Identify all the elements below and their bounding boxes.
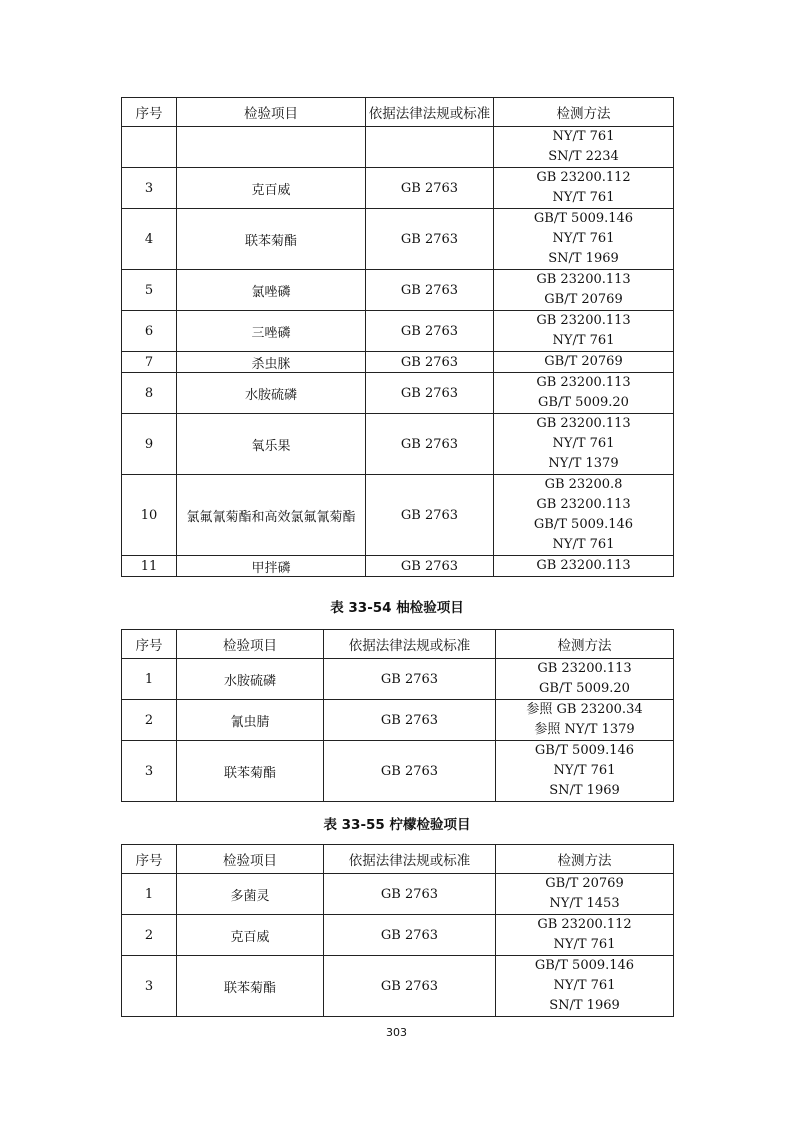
row-seq-cell: 10	[122, 475, 177, 556]
method-line: 参照 GB 23200.34	[526, 702, 643, 717]
method-line: GB/T 20769	[544, 354, 623, 369]
method-line: NY/T 761	[552, 333, 615, 348]
table-header-row	[122, 630, 674, 659]
row-basis-cell: GB 2763	[366, 414, 494, 475]
row-method-cell	[494, 209, 674, 270]
row-method-cell	[494, 556, 674, 577]
method-line: GB/T 5009.20	[539, 681, 630, 696]
row-item-cell: 氧乐果	[177, 414, 366, 475]
method-line: SN/T 1969	[549, 998, 620, 1013]
method-line: GB 23200.113	[537, 661, 632, 676]
method-line: GB/T 20769	[545, 876, 624, 891]
row-seq-cell: 2	[122, 700, 177, 741]
row-basis-cell: GB 2763	[324, 874, 496, 915]
method-line: GB/T 5009.20	[538, 395, 629, 410]
pomelo-inspection-table	[121, 629, 674, 802]
method-line: NY/T 1379	[548, 456, 619, 471]
method-line: SN/T 1969	[548, 251, 619, 266]
method-line: GB 23200.8	[544, 477, 623, 492]
table-header-row	[122, 98, 674, 127]
header-seq: 序号	[122, 845, 177, 874]
table-body	[122, 659, 674, 802]
row-item-cell: 多菌灵	[177, 874, 324, 915]
row-item-cell: 水胺硫磷	[177, 373, 366, 414]
row-seq-cell: 6	[122, 311, 177, 352]
row-seq-cell: 2	[122, 915, 177, 956]
table-row	[122, 414, 674, 475]
header-item: 检验项目	[177, 845, 324, 874]
row-item-cell: 水胺硫磷	[177, 659, 324, 700]
header-seq: 序号	[122, 630, 177, 659]
method-line: NY/T 1453	[549, 896, 620, 911]
method-line: GB 23200.113	[536, 416, 631, 431]
header-method: 检测方法	[494, 98, 674, 127]
header-method: 检测方法	[496, 630, 674, 659]
row-method-cell	[494, 270, 674, 311]
header-item: 检验项目	[177, 98, 366, 127]
header-item: 检验项目	[177, 630, 324, 659]
method-line: GB 23200.113	[536, 375, 631, 390]
row-method-cell	[496, 874, 674, 915]
table-row	[122, 700, 674, 741]
method-line: NY/T 761	[553, 978, 616, 993]
row-item-cell: 氯氟氰菊酯和高效氯氟氰菊酯	[177, 475, 366, 556]
row-basis-cell: GB 2763	[366, 373, 494, 414]
table-row	[122, 209, 674, 270]
method-line: NY/T 761	[552, 436, 615, 451]
row-seq-cell: 11	[122, 556, 177, 577]
method-line: NY/T 761	[553, 937, 616, 952]
row-method-cell	[496, 741, 674, 802]
header-basis: 依据法律法规或标准	[324, 845, 496, 874]
table-row	[122, 373, 674, 414]
row-method-cell	[494, 414, 674, 475]
row-method-cell	[494, 127, 674, 168]
row-basis-cell: GB 2763	[366, 475, 494, 556]
method-line: NY/T 761	[552, 537, 615, 552]
row-basis-cell: GB 2763	[366, 209, 494, 270]
table-row	[122, 475, 674, 556]
row-item-cell: 克百威	[177, 168, 366, 209]
header-seq: 序号	[122, 98, 177, 127]
row-seq-cell: 5	[122, 270, 177, 311]
method-line: GB 23200.113	[536, 272, 631, 287]
table-row	[122, 915, 674, 956]
row-item-cell: 三唑磷	[177, 311, 366, 352]
table-caption: 表 33-55 柠檬检验项目	[323, 817, 471, 833]
row-item-cell	[177, 127, 366, 168]
table-caption: 表 33-54 柚检验项目	[330, 600, 464, 616]
row-basis-cell: GB 2763	[366, 352, 494, 373]
method-line: 参照 NY/T 1379	[534, 722, 635, 737]
row-basis-cell: GB 2763	[324, 700, 496, 741]
row-method-cell	[496, 915, 674, 956]
row-method-cell	[494, 311, 674, 352]
method-line: SN/T 2234	[548, 149, 619, 164]
table-row	[122, 956, 674, 1017]
row-basis-cell: GB 2763	[366, 311, 494, 352]
method-line: GB/T 5009.146	[533, 517, 634, 532]
row-basis-cell: GB 2763	[366, 556, 494, 577]
header-basis: 依据法律法规或标准	[366, 98, 494, 127]
header-basis: 依据法律法规或标准	[324, 630, 496, 659]
row-seq-cell	[122, 127, 177, 168]
row-basis-cell: GB 2763	[324, 659, 496, 700]
method-line: NY/T 761	[552, 231, 615, 246]
page-number: 303	[386, 1026, 407, 1039]
row-method-cell	[494, 475, 674, 556]
row-seq-cell: 3	[122, 741, 177, 802]
method-line: NY/T 761	[553, 763, 616, 778]
row-seq-cell: 3	[122, 956, 177, 1017]
method-line: GB 23200.113	[536, 558, 631, 573]
method-line: GB/T 5009.146	[534, 958, 635, 973]
header-method: 检测方法	[496, 845, 674, 874]
method-line: GB 23200.112	[536, 170, 631, 185]
row-item-cell: 氰虫腈	[177, 700, 324, 741]
row-basis-cell: GB 2763	[324, 915, 496, 956]
row-seq-cell: 1	[122, 659, 177, 700]
row-item-cell: 克百威	[177, 915, 324, 956]
method-line: SN/T 1969	[549, 783, 620, 798]
method-line: NY/T 761	[552, 190, 615, 205]
row-item-cell: 联苯菊酯	[177, 209, 366, 270]
row-item-cell: 氯唑磷	[177, 270, 366, 311]
row-item-cell: 联苯菊酯	[177, 956, 324, 1017]
row-seq-cell: 8	[122, 373, 177, 414]
table-header-row	[122, 845, 674, 874]
row-seq-cell: 3	[122, 168, 177, 209]
table-body	[122, 127, 674, 577]
row-basis-cell	[366, 127, 494, 168]
row-seq-cell: 4	[122, 209, 177, 270]
row-method-cell	[496, 956, 674, 1017]
row-method-cell	[494, 168, 674, 209]
method-line: GB 23200.112	[537, 917, 632, 932]
inspection-table-continued	[121, 97, 674, 577]
method-line: GB 23200.113	[536, 497, 631, 512]
method-line: GB 23200.113	[536, 313, 631, 328]
row-item-cell: 甲拌磷	[177, 556, 366, 577]
lemon-inspection-table	[121, 844, 674, 1017]
row-seq-cell: 7	[122, 352, 177, 373]
method-line: GB/T 20769	[544, 292, 623, 307]
table-row	[122, 270, 674, 311]
row-basis-cell: GB 2763	[324, 956, 496, 1017]
row-item-cell: 杀虫脒	[177, 352, 366, 373]
row-seq-cell: 1	[122, 874, 177, 915]
table-row	[122, 352, 674, 373]
table-row	[122, 127, 674, 168]
table-row	[122, 168, 674, 209]
row-basis-cell: GB 2763	[366, 270, 494, 311]
method-line: NY/T 761	[552, 129, 615, 144]
table-row	[122, 659, 674, 700]
row-basis-cell: GB 2763	[324, 741, 496, 802]
row-method-cell	[496, 700, 674, 741]
row-method-cell	[494, 373, 674, 414]
table-row	[122, 311, 674, 352]
table-row	[122, 741, 674, 802]
row-method-cell	[496, 659, 674, 700]
row-basis-cell: GB 2763	[366, 168, 494, 209]
table-body	[122, 874, 674, 1017]
row-item-cell: 联苯菊酯	[177, 741, 324, 802]
method-line: GB/T 5009.146	[534, 743, 635, 758]
row-method-cell	[494, 352, 674, 373]
row-seq-cell: 9	[122, 414, 177, 475]
method-line: GB/T 5009.146	[533, 211, 634, 226]
table-row	[122, 556, 674, 577]
table-row	[122, 874, 674, 915]
